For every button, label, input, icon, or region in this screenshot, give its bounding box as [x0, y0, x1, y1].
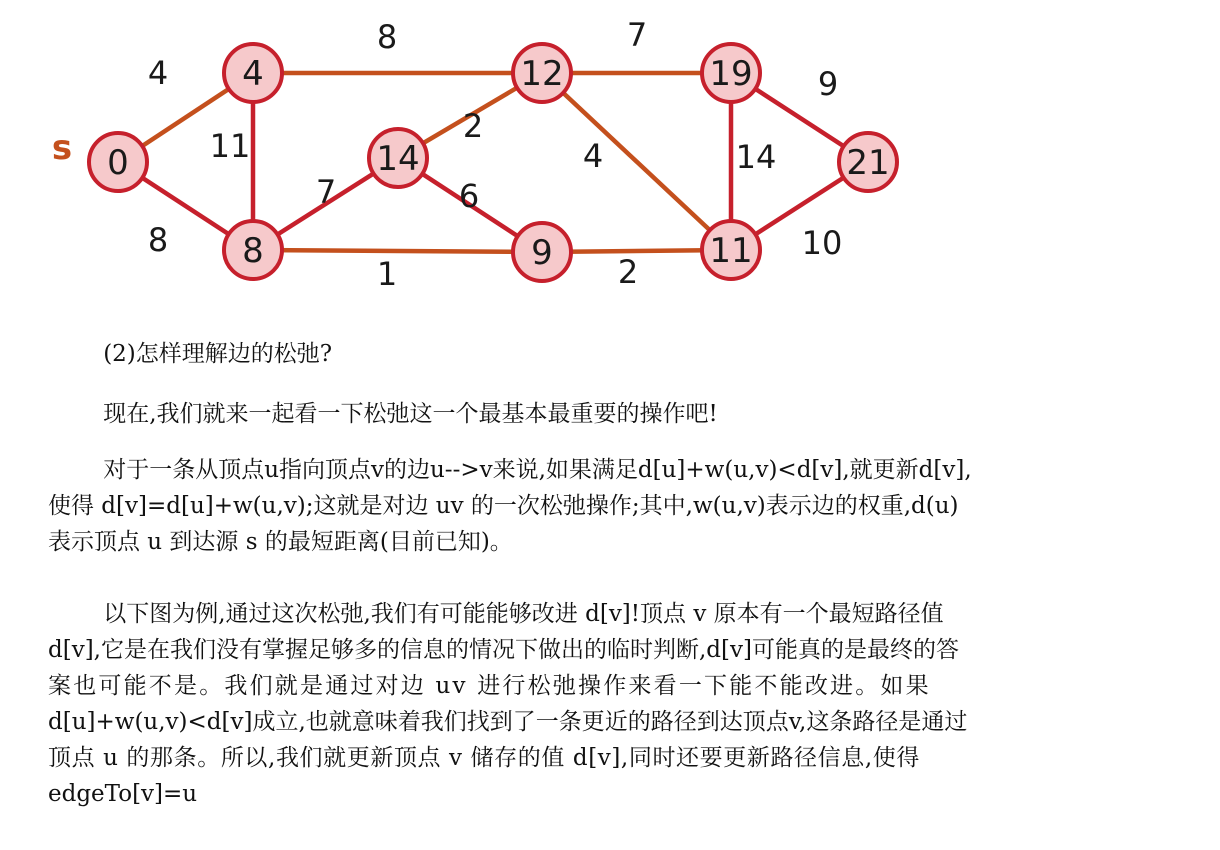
edge-weight-n11-n21: 10: [801, 224, 843, 262]
edge-weight-n14-n12: 2: [462, 107, 484, 145]
paragraph-line: 现在,我们就来一起看一下松弛这一个最基本最重要的操作吧!: [103, 401, 718, 427]
node-label: 11: [709, 231, 753, 271]
edge-weight-n4-n8: 11: [209, 127, 251, 165]
node-label: 19: [709, 54, 753, 94]
paragraph-line: d[v],它是在我们没有掌握足够多的信息的情况下做出的临时判断,d[v]可能真的是最终的答: [48, 637, 959, 663]
edge-weight-n19-n11: 14: [735, 138, 777, 176]
edge-weight-n0-n8: 8: [147, 221, 169, 259]
article-text: [48, 336, 1173, 372]
edge-weight-n9-n11: 2: [617, 253, 639, 291]
edge-weight-n12-n11: 4: [582, 137, 604, 175]
node-14: [369, 129, 427, 187]
node-0: [89, 133, 147, 191]
node-label: 0: [107, 143, 129, 183]
node-4: [224, 44, 282, 102]
edge-weight-n12-n19: 7: [626, 16, 648, 54]
edge-weight-n8-n9: 1: [376, 255, 398, 293]
paragraph-line: d[u]+w(u,v)<d[v]成立,也就意味着我们找到了一条更近的路径到达顶点v,这条路径是通过: [48, 709, 968, 735]
edge-weight-n8-n14: 7: [315, 173, 337, 211]
paragraph-line: 案也可能不是。我们就是通过对边 uv 进行松弛操作来看一下能不能改进。如果: [48, 673, 931, 699]
node-label: 8: [242, 231, 264, 271]
paragraph-1: [48, 396, 1173, 432]
edge-n8-n9: [253, 250, 542, 252]
paragraph-line: edgeTo[v]=u: [48, 781, 198, 807]
node-label: 9: [531, 233, 553, 273]
paragraph-2: [48, 452, 1173, 560]
graph-diagram: [0, 0, 920, 300]
node-19: [702, 44, 760, 102]
node-9: [513, 223, 571, 281]
paragraph-line: 表示顶点 u 到达源 s 的最短距离(目前已知)。: [48, 529, 513, 555]
node-12: [513, 44, 571, 102]
node-label: 4: [242, 54, 264, 94]
section-heading: (2)怎样理解边的松弛?: [103, 341, 333, 367]
edge-weight-n0-n4: 4: [147, 54, 169, 92]
node-label: 14: [376, 139, 420, 179]
node-label: 12: [520, 54, 564, 94]
paragraph-line: 对于一条从顶点u指向顶点v的边u-->v来说,如果满足d[u]+w(u,v)<d[v],就更新d[v],: [103, 457, 972, 483]
node-8: [224, 221, 282, 279]
node-label: 21: [846, 143, 890, 183]
edge-weight-n14-n9: 6: [458, 177, 480, 215]
edge-weight-n19-n21: 9: [817, 65, 839, 103]
edge-n12-n11: [542, 73, 731, 250]
paragraph-3: [48, 596, 1173, 812]
node-21: [839, 133, 897, 191]
node-11: [702, 221, 760, 279]
paragraph-line: 以下图为例,通过这次松弛,我们有可能能够改进 d[v]!顶点 v 原本有一个最短路径值: [103, 601, 944, 627]
paragraph-line: 顶点 u 的那条。所以,我们就更新顶点 v 储存的值 d[v],同时还要更新路径信息,使得: [48, 745, 920, 771]
edge-weight-n4-n12: 8: [376, 18, 398, 56]
paragraph-line: 使得 d[v]=d[u]+w(u,v);这就是对边 uv 的一次松弛操作;其中,w(u,v)表示边的权重,d(u): [48, 493, 959, 519]
source-label: s: [51, 128, 73, 168]
